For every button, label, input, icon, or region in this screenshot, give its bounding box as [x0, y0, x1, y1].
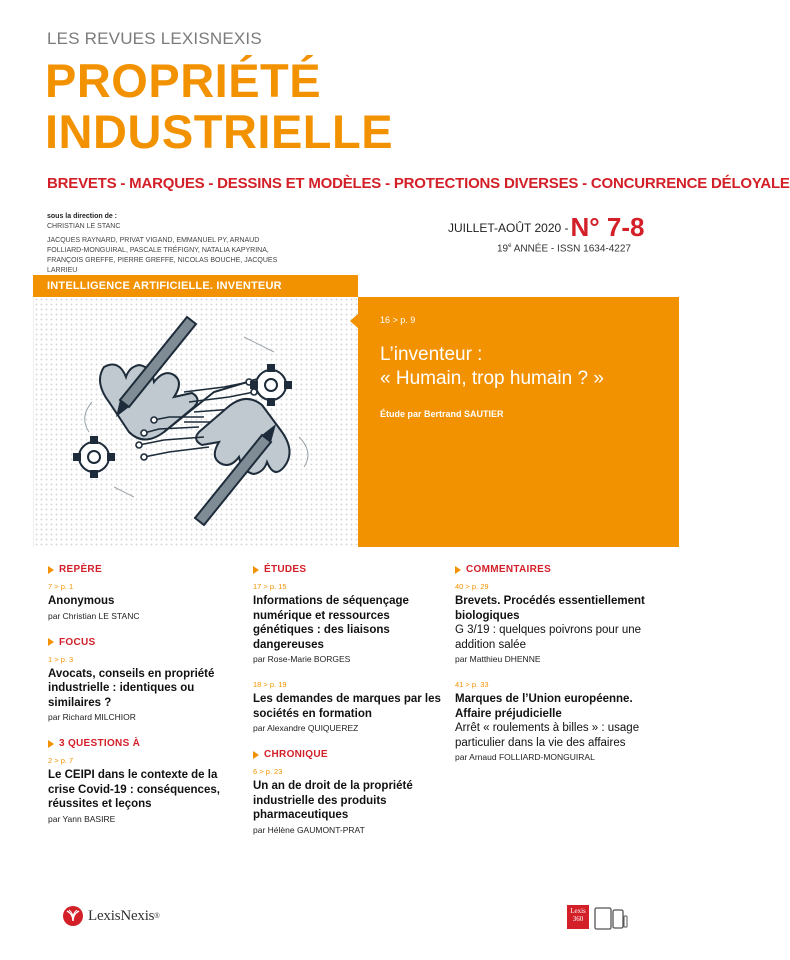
triangle-bullet-icon — [253, 751, 259, 759]
article-author: par Alexandre QUIQUEREZ — [253, 723, 359, 733]
article-title: Un an de droit de la propriété industrielle des produits pharmaceutiques — [253, 780, 413, 821]
feature-illustration — [33, 297, 358, 547]
article-ref: 7 > p. 1 — [48, 582, 74, 591]
panel-pointer — [350, 313, 359, 329]
section-focus: FOCUS — [48, 637, 238, 648]
triangle-bullet-icon — [455, 566, 461, 574]
article-title: Anonymous — [48, 595, 115, 607]
article-title: Avocats, conseils en propriété industrielle : identiques ou similaires ? — [48, 667, 215, 709]
article-ref: 17 > p. 15 — [253, 582, 287, 591]
journal-title — [45, 55, 393, 157]
article-item[interactable] — [48, 756, 238, 824]
section-questions: 3 QUESTIONS À — [48, 738, 238, 749]
section-repere: REPÈRE — [48, 564, 238, 575]
feature-author: Étude par Bertrand SAUTIER — [380, 409, 504, 419]
publisher-name: LexisNexis — [88, 907, 155, 924]
section-chronique: CHRONIQUE — [253, 749, 443, 760]
article-author: par Arnaud FOLLIARD-MONGUIRAL — [455, 752, 595, 762]
column-left — [48, 564, 238, 840]
journal-title-line1: PROPRIÉTÉ — [45, 54, 322, 107]
section-etudes: ÉTUDES — [253, 564, 443, 575]
publisher-mark: ® — [154, 912, 160, 920]
article-item[interactable] — [48, 582, 238, 621]
article-title: Marques de l’Union européenne. Affaire préjudicielle — [455, 693, 633, 720]
series-name: LES REVUES LEXISNEXIS — [47, 29, 262, 48]
article-author: par Hélène GAUMONT-PRAT — [253, 824, 365, 835]
article-title: Informations de séquençage numérique et ressources génétiques : des liaisons dangereuses — [253, 595, 409, 651]
issue-info — [448, 212, 644, 243]
article-item[interactable] — [455, 582, 665, 664]
article-item[interactable] — [253, 680, 443, 733]
triangle-bullet-icon — [48, 740, 54, 748]
triangle-bullet-icon — [48, 638, 54, 646]
journal-subtitle: BREVETS - MARQUES - DESSINS ET MODÈLES - PROTECTIONS DIVERSES - CONCURRENCE DÉLOYALE — [47, 175, 790, 192]
issue-date: JUILLET-AOÛT 2020 - — [448, 221, 569, 235]
drawing-hands-icon — [34, 297, 359, 547]
issue-year — [497, 243, 631, 254]
article-author: par Matthieu DHENNE — [455, 654, 541, 664]
direction-members: JACQUES RAYNARD, PRIVAT VIGAND, EMMANUEL PY, ARNAUD FOLLIARD-MONGUIRAL, PASCALE TRÉFIGNY, NATALIA KAPYRINA, FRANÇOIS GREFFE, PIERRE GREFFE, NICOLAS BOUCHE, JACQUES LARRIEU — [47, 237, 278, 274]
direction-chief: CHRISTIAN LE STANC — [47, 223, 121, 230]
issue-number: N° 7-8 — [570, 212, 645, 242]
article-title: Le CEIPI dans le contexte de la crise Covid-19 : conséquences, réussites et leçons — [48, 769, 220, 810]
issue-year-number: 19 — [497, 243, 509, 255]
column-middle — [253, 564, 443, 851]
article-author: par Christian LE STANC — [48, 610, 140, 621]
article-ref: 6 > p. 23 — [253, 767, 283, 776]
article-author: par Yann BASIRE — [48, 813, 116, 824]
article-ref: 18 > p. 19 — [253, 680, 287, 689]
article-item[interactable] — [48, 655, 238, 723]
triangle-bullet-icon — [253, 566, 259, 574]
editorial-board — [47, 212, 297, 276]
article-author: par Rose-Marie BORGES — [253, 654, 351, 664]
article-subtitle: Arrêt « roulements à billes » : usage particulier dans la vie des affaires — [455, 722, 640, 749]
article-title: Brevets. Procédés essentiellement biologiques — [455, 595, 645, 622]
triangle-bullet-icon — [48, 566, 54, 574]
article-item[interactable] — [253, 582, 443, 664]
feature-title-line1: L’inventeur : — [380, 344, 483, 365]
direction-label: sous la direction de : — [47, 213, 118, 220]
badge-line1: Lexis — [570, 907, 586, 915]
publisher-logo[interactable] — [62, 905, 160, 927]
feature-banner: INTELLIGENCE ARTIFICIELLE. INVENTEUR — [33, 275, 358, 297]
article-ref: 40 > p. 29 — [455, 582, 489, 591]
feature-ref: 16 > p. 9 — [380, 315, 416, 325]
lexis360-badge[interactable] — [567, 905, 589, 929]
feature-title-line2: « Humain, trop humain ? » — [380, 368, 604, 389]
journal-title-line2: INDUSTRIELLE — [45, 105, 394, 158]
section-commentaires: COMMENTAIRES — [455, 564, 665, 575]
article-item[interactable] — [253, 767, 443, 835]
badge-line2: 360 — [572, 915, 584, 923]
column-right — [455, 564, 665, 778]
issue-year-rest: ANNÉE - ISSN 1634-4227 — [511, 243, 631, 255]
devices-icon — [594, 907, 628, 931]
feature-title[interactable] — [380, 343, 680, 391]
issue-year-sup: e — [508, 243, 512, 249]
article-author: par Richard MILCHIOR — [48, 712, 136, 722]
lexisnexis-emblem-icon — [62, 905, 84, 927]
article-item[interactable] — [455, 680, 665, 762]
article-title: Les demandes de marques par les sociétés en formation — [253, 693, 441, 720]
article-ref: 41 > p. 33 — [455, 680, 489, 689]
feature-panel — [358, 297, 679, 547]
article-ref: 1 > p. 3 — [48, 654, 74, 664]
article-ref: 2 > p. 7 — [48, 756, 74, 765]
article-subtitle: G 3/19 : quelques poivrons pour une addition salée — [455, 624, 642, 651]
